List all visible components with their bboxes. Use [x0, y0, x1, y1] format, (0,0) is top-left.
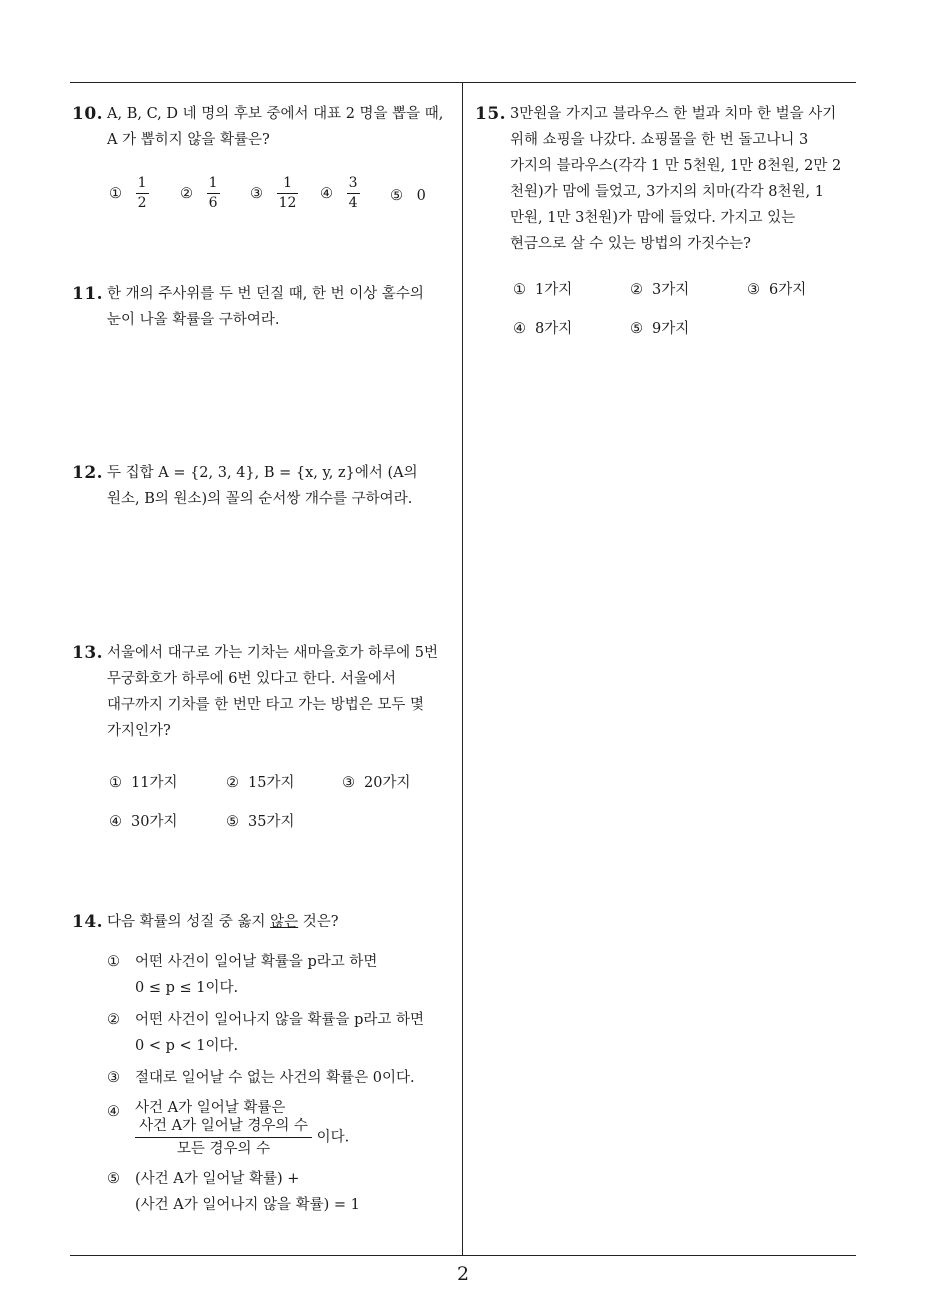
question-number: 14. [72, 912, 104, 932]
question-stem-line: 가지인가? [107, 723, 171, 739]
choice-4[interactable]: ④ $\frac{3}{4}$ [320, 175, 358, 211]
fraction: $\frac{3}{4}$ [348, 175, 358, 211]
choice-2[interactable]: ② 3가지 [630, 282, 690, 298]
choice-1[interactable]: ① 1가지 [513, 282, 573, 298]
question-number: 10. [72, 104, 104, 124]
column-divider [462, 83, 463, 1256]
choice-5[interactable]: ⑤ (사건 A가 일어날 확률) + (사건 A가 일어나지 않을 확률) = 1 [107, 1171, 360, 1213]
choice-5[interactable]: ⑤ 35가지 [226, 814, 295, 830]
choice-2[interactable]: ② 15가지 [226, 775, 295, 791]
choice-5[interactable]: ⑤ 0 [390, 188, 426, 204]
choice-3[interactable]: ③ 6가지 [747, 282, 807, 298]
question-stem: 다음 확률의 성질 중 옳지 않은 것은? [107, 914, 339, 930]
question-stem-line: 대구까지 기차를 한 번만 타고 가는 방법은 모두 몇 [107, 697, 425, 713]
question-number: 12. [72, 463, 104, 483]
choice-2[interactable]: ② $\frac{1}{6}$ [180, 175, 218, 211]
answer-choices [107, 167, 457, 217]
question-13 [72, 640, 457, 838]
question-stem-line: 눈이 나올 확률을 구하여라. [107, 312, 280, 328]
question-stem-line: 현금으로 살 수 있는 방법의 가짓수는? [510, 236, 751, 252]
question-stem-line: A, B, C, D 네 명의 후보 중에서 대표 2 명을 뽑을 때, [107, 106, 444, 122]
question-14 [72, 909, 457, 1224]
choice-3[interactable]: ③ $\frac{1}{12}$ [250, 175, 297, 211]
question-stem-line: 한 개의 주사위를 두 번 던질 때, 한 번 이상 홀수의 [107, 286, 424, 302]
underlined-word: 않은 [270, 914, 299, 930]
choice-4[interactable]: ④ 사건 A가 일어날 확률은 사건 A가 일어날 경우의 수 모든 경우의 수 이다. [107, 1100, 350, 1157]
top-rule [70, 82, 856, 83]
choice-2[interactable]: ② 어떤 사건이 일어나지 않을 확률을 p라고 하면 0 < p < 1이다. [107, 1012, 425, 1054]
choice-5[interactable]: ⑤ 9가지 [630, 321, 690, 337]
question-number: 11. [72, 284, 104, 304]
question-stem-line: 원소, B의 원소)의 꼴의 순서쌍 개수를 구하여라. [107, 491, 413, 507]
question-12 [72, 460, 457, 512]
question-stem-line: 두 집합 A = {2, 3, 4}, B = {x, y, z}에서 (A의 [107, 465, 418, 481]
fraction: $\frac{1}{6}$ [208, 175, 218, 211]
answer-choices [107, 949, 457, 1218]
question-stem-line: 가지의 블라우스(각각 1 만 5천원, 1만 8천원, 2만 2 [510, 158, 842, 174]
choice-3[interactable]: ③ 20가지 [342, 775, 411, 791]
choice-3[interactable]: ③ 절대로 일어날 수 없는 사건의 확률은 0이다. [107, 1070, 415, 1086]
choice-4[interactable]: ④ 30가지 [109, 814, 178, 830]
question-number: 15. [475, 104, 507, 124]
question-number: 13. [72, 643, 104, 663]
question-15 [475, 101, 860, 351]
page-number: 2 [456, 1263, 470, 1285]
fraction: $\frac{1}{12}$ [278, 175, 297, 211]
question-stem-line: 무궁화호가 하루에 6번 있다고 한다. 서울에서 [107, 671, 397, 687]
answer-choices [107, 758, 457, 838]
question-stem-line: 서울에서 대구로 가는 기차는 새마을호가 하루에 5번 [107, 645, 439, 661]
question-stem-line: 만원, 1만 3천원)가 맘에 들었다. 가지고 있는 [510, 210, 796, 226]
question-stem-line: A 가 뽑히지 않을 확률은? [107, 132, 270, 148]
choice-4[interactable]: ④ 8가지 [513, 321, 573, 337]
question-10 [72, 101, 457, 217]
choice-1[interactable]: ① 어떤 사건이 일어날 확률을 p라고 하면 0 ≤ p ≤ 1이다. [107, 954, 378, 996]
question-11 [72, 281, 457, 333]
bottom-rule [70, 1255, 856, 1256]
question-stem-line: 3만원을 가지고 블라우스 한 벌과 치마 한 벌을 사기 [510, 106, 837, 122]
choice-1[interactable]: ① 11가지 [109, 775, 178, 791]
answer-choices [510, 271, 860, 351]
question-stem-line: 위해 쇼핑을 나갔다. 쇼핑몰을 한 번 돌고나니 3 [510, 132, 809, 148]
fraction: 사건 A가 일어날 경우의 수 모든 경우의 수 [135, 1117, 312, 1158]
fraction: $\frac{1}{2}$ [137, 175, 147, 211]
question-stem-line: 천원)가 맘에 들었고, 3가지의 치마(각각 8천원, 1 [510, 184, 824, 200]
choice-1[interactable]: ① $\frac{1}{2}$ [109, 175, 147, 211]
